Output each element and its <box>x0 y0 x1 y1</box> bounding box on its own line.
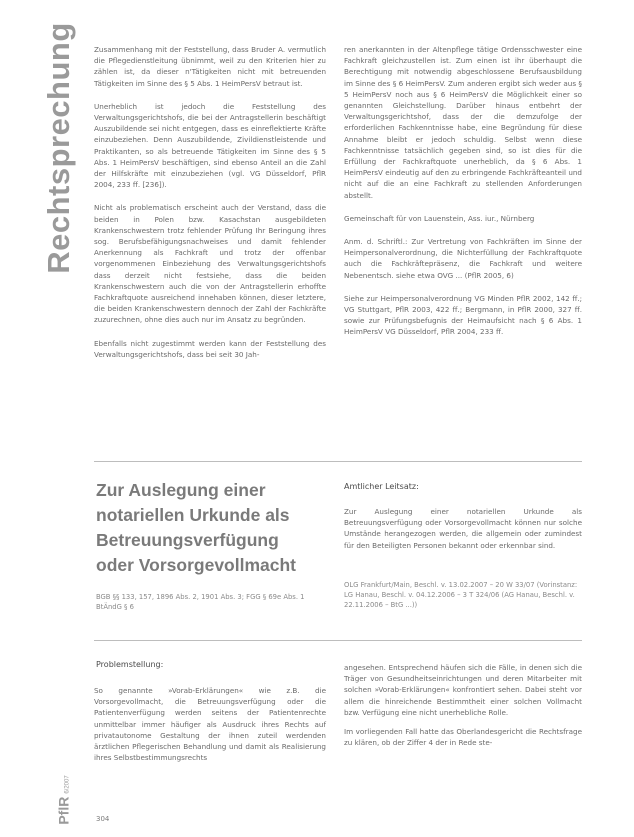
section-divider <box>94 461 582 462</box>
journal-logo: PflR6/2007 <box>56 775 73 825</box>
paragraph: Ebenfalls nicht zugestimmt werden kann der Feststellung des Verwaltungsgerichtshofs, dass bei seit 30 Jah- <box>94 338 326 359</box>
paragraph: Unerheblich ist jedoch die Feststellung des Verwaltungsgerichtshofs, die bei der Antragstellerin beschäftigt Auszubildende sei nicht entgegen, dass es einreflektierte Kräfte einzubeziehen. Denn Auszubildende, Zivildienstleistende und Praktikanten, so als betreuende Tätigkeiten im Sinne des § 5 Abs. 1 HeimPersV beschäftigen, sind ebenso Anteil an die Zahl der Hilfskräfte mit einzubeziehen (vgl. VG Düsseldorf, PflR 2004, 233 ff. [236]). <box>94 101 326 190</box>
leitsatz-text: Zur Auslegung einer notariellen Urkunde als Betreuungsverfügung oder Vorsorgevollmacht können nur solche Umstände herangezogen werden, die allgemein oder zumindest für den Beteiligten Personen bekannt oder erkennbar sind. <box>344 507 582 550</box>
paragraph: ren anerkannten in der Altenpflege tätige Ordensschwester eine Fachkraft gleichzustellen ist. Zum einen ist ihr überhaupt die Berechtigung mit notwendig abgeschlossene Berufsausbildung im Sinne des § 6 HeimPersV. Zum anderen ergibt sich weder aus § 5 HeimPersV noch aus § 6 HeimPersV die Möglichkeit einer so genannten Gleichstellung. Darüber hinaus entbehrt der Verwaltungsgerichtshof, dass der die demzufolge der erforderlichen Fachkenntnisse habe, eine Begründung für diese Annahme bleibt er jedoch schuldig. Selbst wenn diese Fachkenntnisse tatsächlich gegeben sind, so ist dies für die Erfüllung der Fachkraftquote unerheblich, da § 6 Abs. 1 HeimPersV eindeutig auf den zu erbringende Fachkräfteanteil und nicht auf die an eine Fachkraft zu stellenden Anforderungen abstellt. <box>344 45 582 200</box>
section-title: Rechtsprechung <box>41 22 77 274</box>
bottom-right-column <box>344 662 582 756</box>
paragraph: angesehen. Entsprechend häufen sich die Fälle, in denen sich die Träger von Gesundheitseinrichtungen und deren Mitarbeiter mit solchen »Vorab-Erklärungen« konfrontiert sehen. Dabei steht vor allem die hinreichende Bestimmtheit einer solchen Vollmacht bzw. Verfügung eine nicht unerhebliche Rolle. <box>344 663 582 717</box>
paragraph: Zusammenhang mit der Feststellung, dass Bruder A. vermutlich die Pflegedienstleitung übnimmt, weil zu den Kriterien hier zu zählen ist, da dieser n'Tätigkeiten nicht mit betreuenden Tätigkeiten im Sinne des § 5 Abs. 1 HeimPersV betraut ist. <box>94 45 326 88</box>
author-note: Gemeinschaft für von Lauenstein, Ass. iur., Nürnberg <box>344 213 535 223</box>
problem-heading: Problemstellung: <box>96 660 164 669</box>
top-left-column <box>94 44 326 372</box>
bottom-left-column <box>94 685 326 771</box>
decision-source: OLG Frankfurt/Main, Beschl. v. 13.02.2007 – 20 W 33/07 (Vorinstanz: LG Hanau, Beschl. v. 04.12.2006 – 3 T 324/06 (AG Hanau, Beschl. v. 22.11.2006 – BtG ...)) <box>344 581 578 609</box>
paragraph: Nicht als problematisch erscheint auch der Verstand, dass die beiden in Polen bzw. Kasachstan ausgebildeten Krankenschwestern trotz fehlender Prüfung Ihr Beringung ihres sog. Berufsbefähigungsnachweises und damit fehlender Anerkennung als Fachkraft und trotz der offenbar vorgenommenen Einbeziehung des Verwaltungsgerichtshofs dass derzeit nicht festsiehe, dass die beiden Krankenschwestern auch die von der Antragstellerin erhoffte Fachkraftquote ausreichend innehaben können, dieser letztere, die beiden Krankenschwestern dennoch der Zahl der Fachkräfte zuzurechnen, ohne dies auch nur im Ansatz zu begründen. <box>94 203 326 325</box>
top-right-column <box>344 44 582 350</box>
article-title: Zur Auslegung einer notariellen Urkunde als Betreuungsverfügung oder Vorsorgevollmacht <box>96 480 297 575</box>
paragraph: Im vorliegenden Fall hatte das Oberlandesgericht die Rechtsfrage zu klären, ob der Ziffer 4 der in Rede ste- <box>344 727 582 748</box>
section-divider <box>94 640 582 641</box>
statute-citation: BGB §§ 133, 157, 1896 Abs. 2, 1901 Abs. 3; FGG § 69e Abs. 1 BtÄndG § 6 <box>96 593 305 611</box>
reference-note: Siehe zur Heimpersonalverordnung VG Minden PflR 2002, 142 ff.; VG Stuttgart, PflR 2003, 422 ff.; Bergmann, in PflR 2000, 327 ff. sowie zur Prüfungsbefugnis der Heimaufsicht nach § 6 Abs. 1 HeimPersV VG Düsseldorf, PflR 2004, 233 ff. <box>344 293 582 337</box>
leitsatz-heading: Amtlicher Leitsatz: <box>344 482 419 491</box>
paragraph: So genannte »Vorab-Erklärungen« wie z.B. die Vorsorgevollmacht, die Betreuungsverfügung oder die Patientenverfügung werden seitens der Patientenrechte unmittelbar immer häufiger als Ausdruck ihres Rechts auf privatautonome Gestaltung der ihnen zuteil werdenden ärztlichen Pflegerischen Behandlung und damit als Realisierung ihres Selbstbestimmungsrechts <box>94 686 326 763</box>
editor-note: Anm. d. Schriftl.: Zur Vertretung von Fachkräften im Sinne der Heimpersonalverordnung, die Nichterfüllung der Fachkraftquote auch die Fachkräftepräsenz, die Fachkraft und weitere Nebenentsch. siehe etwa OVG ... (PflR 2005, 6) <box>344 237 582 280</box>
page-number: 304 <box>96 815 110 823</box>
